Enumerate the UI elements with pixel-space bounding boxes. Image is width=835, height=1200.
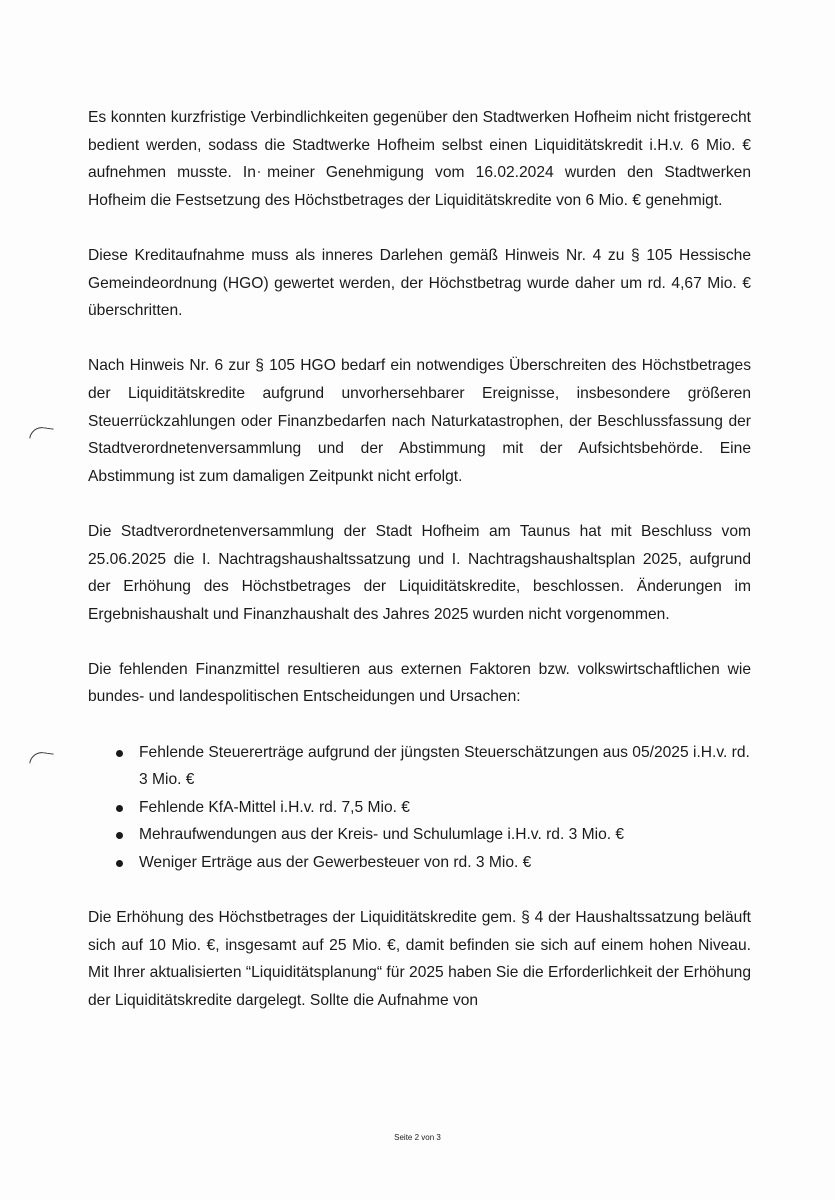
bullet-icon [116, 750, 123, 757]
list-item-text: Weniger Erträge aus der Gewerbesteuer von rd. 3 Mio. € [139, 854, 532, 872]
list-item-text: Fehlende KfA-Mittel i.H.v. rd. 7,5 Mio. € [139, 798, 410, 816]
paragraph-supplementary-budget: Die Stadtverordnetenversammlung der Stadt Hofheim am Taunus hat mit Beschluss vom 25.06.2025 die I. Nachtragshaushaltssatzung und I. Nachtragshaushaltsplan 2025, aufgrund der Erhöhung des Höchstbetrages der Liquiditätskredite, beschlossen. Änderungen im Ergebnishaushalt und Finanzhaushalt des Jahres 2025 wurden nicht vorgenommen. [88, 522, 751, 623]
list-item-text: Mehraufwendungen aus der Kreis- und Schulumlage i.H.v. rd. 3 Mio. € [139, 826, 625, 844]
paragraph-internal-loan: Diese Kreditaufnahme muss als inneres Darlehen gemäß Hinweis Nr. 4 zu § 105 Hessische Gemeindeordnung (HGO) gewertet werden, der Höchstbetrag wurde daher um rd. 4,67 Mio. € überschritten. [88, 246, 751, 320]
page-number: Seite 2 von 3 [394, 1133, 441, 1142]
punch-hole-mark-top [29, 425, 54, 441]
bullet-icon [116, 805, 123, 812]
missing-funds-list [88, 739, 751, 877]
list-item [139, 849, 751, 877]
list-item-text: Fehlende Steuererträge aufgrund der jüngsten Steuerschätzungen aus 05/2025 i.H.v. rd. 3 Mio. € [139, 743, 750, 789]
letter-body [88, 104, 751, 1042]
punch-hole-mark-bottom [29, 750, 54, 766]
bullet-icon [116, 860, 123, 867]
paragraph-short-term-liabilities: Es konnten kurzfristige Verbindlichkeiten gegenüber den Stadtwerken Hofheim nicht fristgerecht bedient werden, sodass die Stadtwerke Hofheim selbst einen Liquiditätskredit i.H.v. 6 Mio. € aufnehmen musste. In meiner Genehmigung vom 16.02.2024 wurden den Stadtwerken Hofheim die Festsetzung des Höchstbetrages der Liquiditätskredite von 6 Mio. € genehmigt. [88, 109, 751, 209]
paragraph-exceeding-maximum: Nach Hinweis Nr. 6 zur § 105 HGO bedarf ein notwendiges Überschreiten des Höchstbetrages der Liquiditätskredite aufgrund unvorhersehbarer Ereignisse, insbesondere größeren Steuerrückzahlungen oder Finanzbedarfen nach Naturkatastrophen, der Beschlussfassung der Stadtverordnetenversammlung und der Abstimmung mit der Aufsichtsbehörde. Eine Abstimmung ist zum damaligen Zeitpunkt nicht erfolgt. [88, 357, 751, 485]
list-item [139, 821, 751, 849]
list-item [139, 739, 751, 794]
bullet-icon [116, 832, 123, 839]
paragraph-credit-increase: Die Erhöhung des Höchstbetrages der Liquiditätskredite gem. § 4 der Haushaltssatzung beläuft sich auf 10 Mio. €, insgesamt auf 25 Mio. €, damit befinden sie sich auf einem hohen Niveau. Mit Ihrer aktualisierten “Liquiditätsplanung“ für 2025 haben Sie die Erforderlichkeit der Erhöhung der Liquiditätskredite dargelegt. Sollte die Aufnahme von [88, 909, 751, 1009]
paragraph-missing-funds: Die fehlenden Finanzmittel resultieren aus externen Faktoren bzw. volkswirtschaftlichen wie bundes- und landespolitischen Entscheidungen und Ursachen: [88, 660, 751, 706]
list-item [139, 794, 751, 822]
